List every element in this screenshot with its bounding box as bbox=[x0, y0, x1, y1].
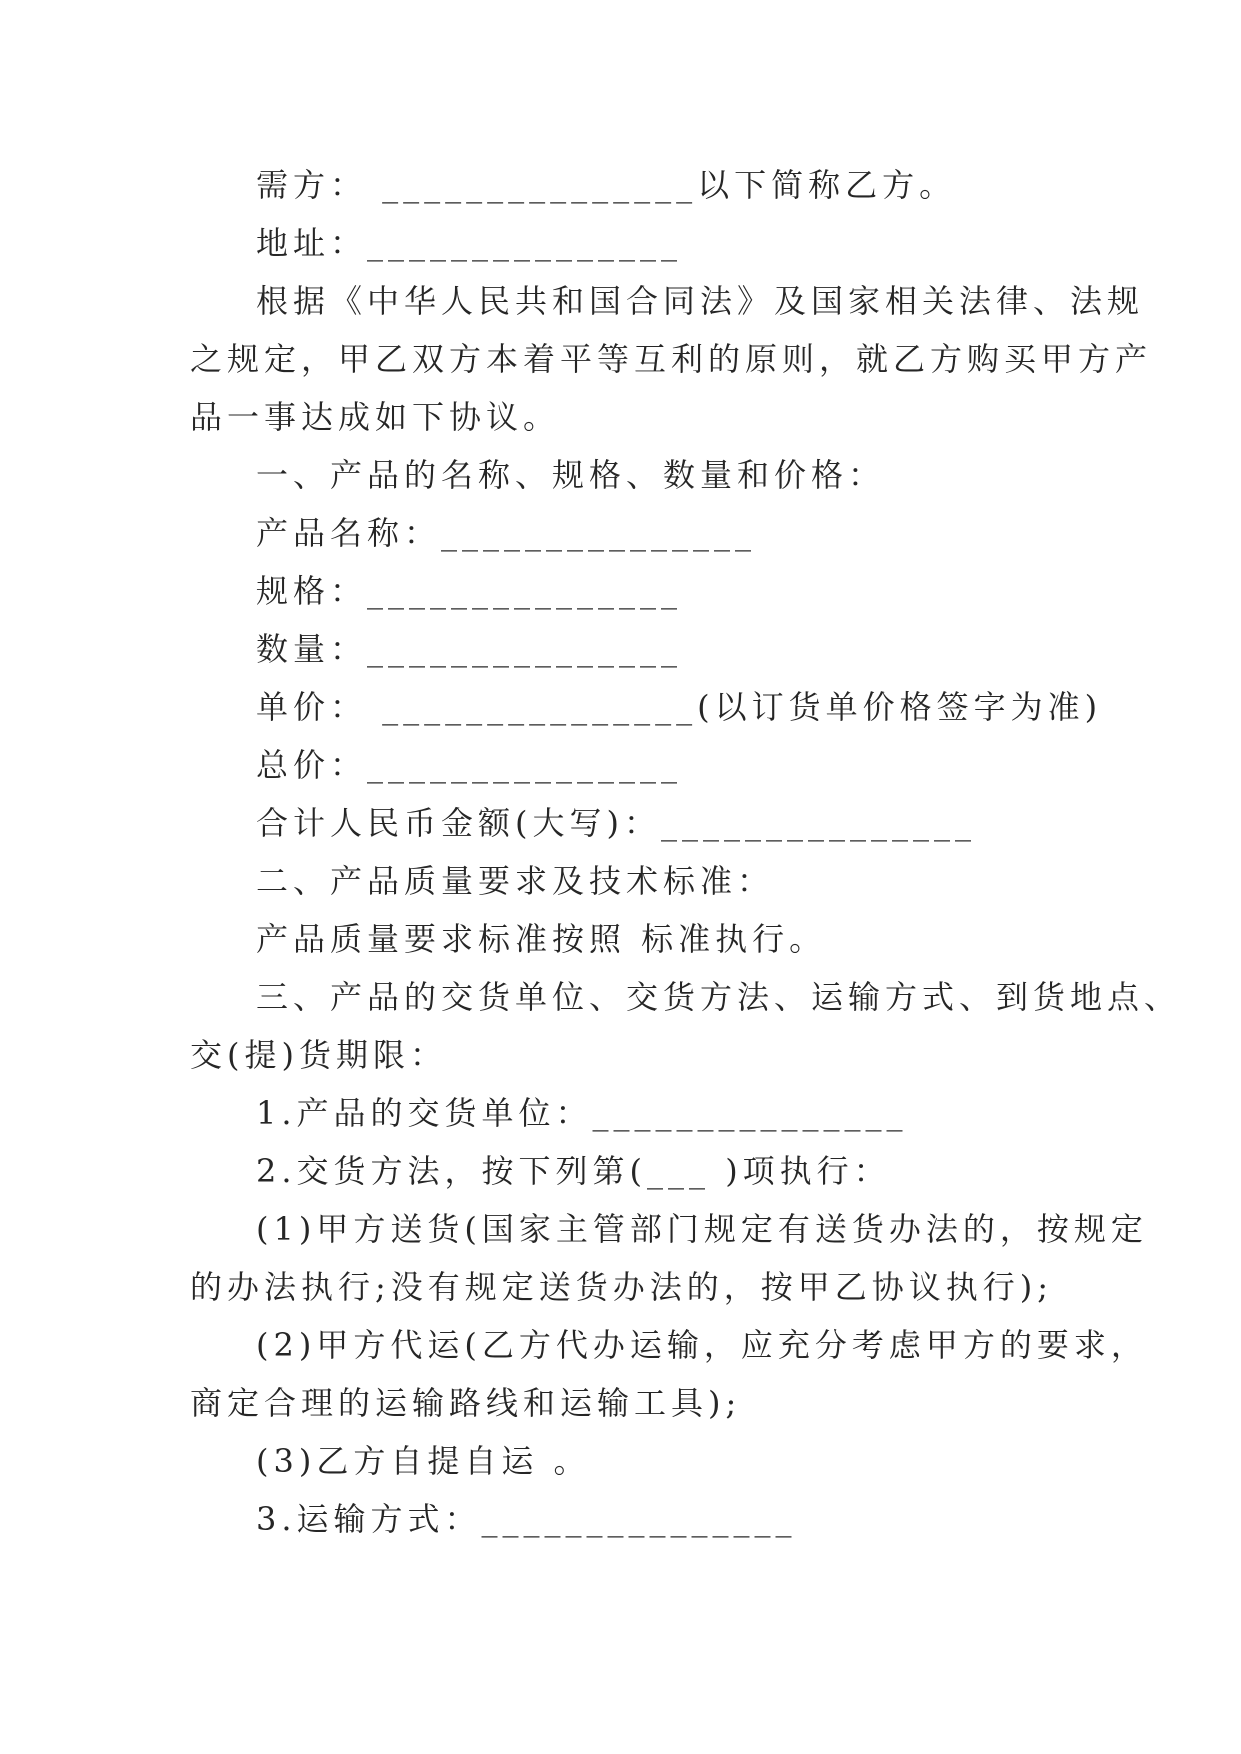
delivery-unit-line: 1.产品的交货单位：_______________ bbox=[256, 1094, 908, 1132]
product-name-line: 产品名称：_______________ bbox=[256, 514, 757, 552]
specification-line: 规格：_______________ bbox=[256, 572, 683, 610]
address-line: 地址：_______________ bbox=[256, 224, 683, 262]
intro-paragraph-line-3: 品一事达成如下协议。 bbox=[190, 398, 561, 436]
section-3-heading-line-1: 三、产品的交货单位、交货方法、运输方式、到货地点、 bbox=[256, 978, 1182, 1016]
option-3-line: (3)乙方自提自运 。 bbox=[256, 1442, 591, 1480]
total-price-line: 总价：_______________ bbox=[256, 746, 683, 784]
unit-price-line: 单价： _______________(以订货单价格签字为准) bbox=[256, 688, 1103, 726]
intro-paragraph-line-2: 之规定，甲乙双方本着平等互利的原则，就乙方购买甲方产 bbox=[190, 340, 1153, 378]
option-1-line-2: 的办法执行;没有规定送货办法的，按甲乙协议执行); bbox=[190, 1268, 1054, 1306]
intro-paragraph-line-1: 根据《中华人民共和国合同法》及国家相关法律、法规 bbox=[256, 282, 1145, 320]
section-1-heading: 一、产品的名称、规格、数量和价格： bbox=[256, 456, 886, 494]
option-1-line-1: (1)甲方送货(国家主管部门规定有送货办法的，按规定 bbox=[256, 1210, 1148, 1248]
buyer-line: 需方： _______________以下简称乙方。 bbox=[256, 166, 957, 204]
delivery-method-line: 2.交货方法，按下列第(___ )项执行： bbox=[256, 1152, 891, 1190]
section-2-heading: 二、产品质量要求及技术标准： bbox=[256, 862, 775, 900]
option-2-line-2: 商定合理的运输路线和运输工具); bbox=[190, 1384, 742, 1422]
option-2-line-1: (2)甲方代运(乙方代办运输，应充分考虑甲方的要求， bbox=[256, 1326, 1148, 1364]
section-3-heading-line-2: 交(提)货期限： bbox=[190, 1036, 447, 1074]
total-amount-rmb-line: 合计人民币金额(大写)：_______________ bbox=[256, 804, 976, 842]
transport-method-line: 3.运输方式：_______________ bbox=[256, 1500, 797, 1538]
quality-standard-line: 产品质量要求标准按照 标准执行。 bbox=[256, 920, 827, 958]
quantity-line: 数量：_______________ bbox=[256, 630, 683, 668]
